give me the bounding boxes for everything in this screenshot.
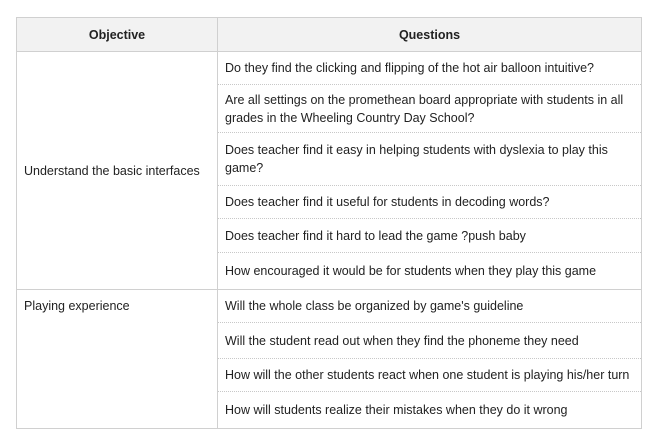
question-cell: How encouraged it would be for students when they play this game: [218, 253, 642, 290]
objective-header: Objective: [17, 18, 218, 52]
objective-cell: Understand the basic interfaces: [17, 52, 218, 290]
question-cell: How will the other students react when one student is playing his/her turn: [218, 359, 642, 392]
question-cell: Will the whole class be organized by game's guideline: [218, 290, 642, 323]
question-cell: Are all settings on the promethean board appropriate with students in all grades in the Wheeling Country Day School?: [218, 85, 642, 133]
question-cell: Does teacher find it useful for students in decoding words?: [218, 186, 642, 219]
questions-header: Questions: [218, 18, 642, 52]
header-row: [17, 18, 642, 52]
table-row: [17, 290, 642, 323]
question-cell: How will students realize their mistakes when they do it wrong: [218, 392, 642, 429]
question-cell: Will the student read out when they find the phoneme they need: [218, 323, 642, 359]
questions-table-container: [16, 17, 641, 428]
question-cell: Do they find the clicking and flipping of the hot air balloon intuitive?: [218, 52, 642, 85]
table-row: [17, 52, 642, 85]
question-cell: Does teacher find it easy in helping students with dyslexia to play this game?: [218, 133, 642, 186]
question-cell: Does teacher find it hard to lead the game ?push baby: [218, 219, 642, 253]
questions-table: [16, 17, 642, 429]
objective-cell: Playing experience: [17, 290, 218, 429]
